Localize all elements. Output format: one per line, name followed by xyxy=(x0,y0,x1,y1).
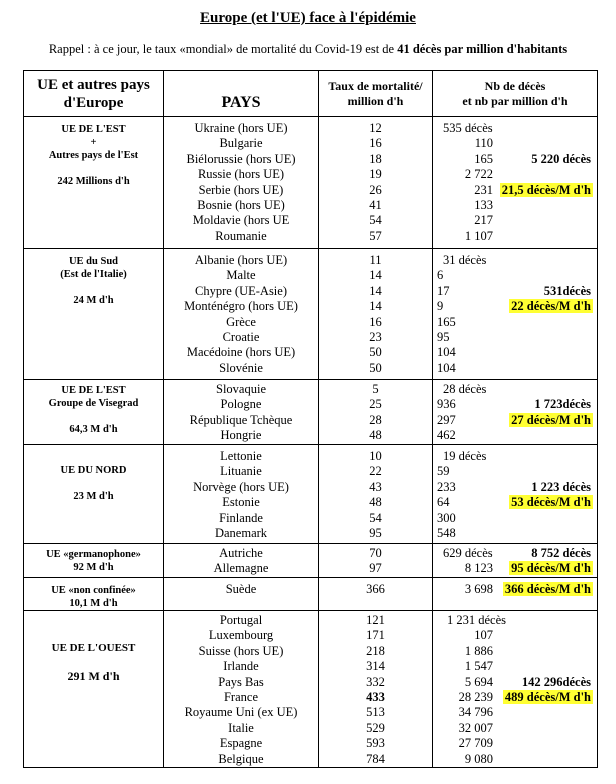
mortality-rate: 10 xyxy=(369,449,382,463)
country-name: Albanie (hors UE) xyxy=(194,253,288,267)
death-count: 217 xyxy=(474,213,493,228)
rate-list xyxy=(319,544,433,578)
deaths-line xyxy=(433,345,597,360)
death-count: 1 547 xyxy=(464,659,493,674)
group-deaths-per-million xyxy=(493,495,597,510)
country-name: Italie xyxy=(228,720,254,735)
death-count: 1 231 décès xyxy=(447,613,507,627)
deaths-line xyxy=(433,495,597,510)
deaths-line xyxy=(433,121,597,136)
group-row xyxy=(24,249,598,380)
summary xyxy=(493,315,597,330)
mortality-rate: 54 xyxy=(369,510,382,525)
summary xyxy=(493,268,597,283)
summary xyxy=(493,136,597,151)
death-count: 9 080 xyxy=(464,751,493,766)
deaths-line xyxy=(433,315,597,330)
deaths-line xyxy=(433,413,597,428)
death-count: 19 décès xyxy=(443,449,487,463)
mortality-rate: 5 xyxy=(372,382,379,396)
group-label-line xyxy=(24,615,163,628)
group-total-deaths: 8 752 décès xyxy=(531,546,591,560)
summary xyxy=(523,253,597,268)
rate-list xyxy=(319,445,433,544)
deaths-line xyxy=(433,690,597,705)
death-count: 31 décès xyxy=(443,253,487,267)
mortality-rate: 22 xyxy=(369,464,382,479)
country-name: Danemark xyxy=(214,525,268,540)
mortality-table xyxy=(23,70,598,768)
country-name: Espagne xyxy=(219,736,263,751)
deaths-line xyxy=(433,449,597,464)
death-count: 936 xyxy=(437,397,456,412)
summary xyxy=(493,659,597,674)
group-row xyxy=(24,445,598,544)
group-label-line xyxy=(24,628,163,641)
mortality-rate: 12 xyxy=(369,121,382,135)
group-label xyxy=(24,611,164,768)
group-label-line: 92 M d'h xyxy=(73,562,114,573)
header-taux: Taux de mortalité/ million d'h xyxy=(319,71,433,117)
summary xyxy=(493,511,597,526)
group-label-line: UE «germanophone» xyxy=(46,549,141,560)
mortality-rate: 18 xyxy=(369,151,382,166)
country-name: Serbie (hors UE) xyxy=(198,182,284,197)
table-body xyxy=(24,117,598,768)
summary xyxy=(493,736,597,751)
deaths-line xyxy=(433,644,597,659)
deaths-line xyxy=(433,721,597,736)
intro-text xyxy=(0,42,616,57)
country-name: Chypre (UE-Asie) xyxy=(195,283,287,298)
death-count: 107 xyxy=(474,628,493,643)
deaths-line xyxy=(433,752,597,767)
country-name: Bosnie (hors UE) xyxy=(197,197,285,212)
group-label xyxy=(24,578,164,611)
death-count: 300 xyxy=(437,510,456,525)
mortality-rate: 23 xyxy=(369,329,382,344)
header-pays: PAYS xyxy=(164,71,319,117)
mortality-rate: 70 xyxy=(369,546,382,560)
mortality-rate: 171 xyxy=(366,628,385,643)
deaths-line xyxy=(433,136,597,151)
death-count: 462 xyxy=(437,428,456,443)
intro-prefix: Rappel : à ce jour, le taux «mondial» de mortalité du Covid-19 est de xyxy=(48,42,395,56)
country-name: Monténégro (hors UE) xyxy=(184,299,298,314)
rate-list xyxy=(319,249,433,380)
mortality-rate: 57 xyxy=(369,228,382,243)
country-name: Pologne xyxy=(220,397,262,412)
death-count: 629 décès xyxy=(443,546,493,560)
group-row xyxy=(24,578,598,611)
country-name: Suisse (hors UE) xyxy=(198,643,284,658)
death-count: 535 décès xyxy=(443,121,493,135)
deaths-line xyxy=(433,167,597,182)
rate-list xyxy=(319,117,433,249)
group-label-line xyxy=(24,477,163,490)
country-list xyxy=(164,544,319,578)
group-total-deaths: 5 220 décès xyxy=(531,151,591,166)
death-count: 32 007 xyxy=(458,720,493,735)
country-name: Lituanie xyxy=(220,464,262,479)
deaths-line xyxy=(433,268,597,283)
summary xyxy=(493,752,597,767)
country-list xyxy=(164,611,319,768)
deaths-line xyxy=(433,546,597,561)
death-count: 3 698 xyxy=(464,582,493,596)
group-row xyxy=(24,611,598,768)
group-label xyxy=(24,445,164,544)
country-name: Macédoine (hors UE) xyxy=(186,345,296,360)
summary xyxy=(493,705,597,720)
country-name: Royaume Uni (ex UE) xyxy=(184,705,298,720)
mortality-rate: 14 xyxy=(369,268,382,283)
mortality-rate: 26 xyxy=(369,182,382,197)
country-name: Lettonie xyxy=(220,449,262,463)
mortality-rate: 218 xyxy=(366,643,385,658)
deaths-line xyxy=(433,675,597,690)
mortality-rate: 41 xyxy=(369,197,382,212)
group-label-line: 64,3 M d'h xyxy=(69,424,118,435)
group-label-line: + xyxy=(90,137,97,148)
group-label-line: UE DE L'EST xyxy=(61,385,126,396)
mortality-rate: 28 xyxy=(369,412,382,427)
country-name: Finlande xyxy=(219,510,263,525)
deaths-cell xyxy=(433,611,598,768)
header-group: UE et autres pays d'Europe xyxy=(24,71,164,117)
summary xyxy=(493,428,597,443)
deaths-line xyxy=(433,198,597,213)
deaths-line xyxy=(433,284,597,299)
per-million-badge: 95 décès/M d'h xyxy=(511,561,591,576)
country-list xyxy=(164,117,319,249)
mortality-rate: 593 xyxy=(366,736,385,751)
deaths-line xyxy=(433,299,597,314)
mortality-rate: 50 xyxy=(369,360,382,375)
death-count: 104 xyxy=(437,360,456,375)
group-deaths-per-million xyxy=(493,183,597,198)
page-title: Europe (et l'UE) face à l'épidémie xyxy=(200,10,416,26)
country-name: Croatie xyxy=(222,329,260,344)
country-name: Bulgarie xyxy=(219,136,263,151)
country-name: République Tchèque xyxy=(189,412,293,427)
country-name: Portugal xyxy=(219,613,263,627)
group-label-line xyxy=(24,410,163,423)
country-name: Estonie xyxy=(222,495,260,510)
deaths-line xyxy=(433,582,597,597)
summary xyxy=(493,167,597,182)
mortality-rate: 19 xyxy=(369,167,382,182)
mortality-rate: 97 xyxy=(369,561,382,576)
group-label xyxy=(24,117,164,249)
summary xyxy=(523,382,597,397)
death-count: 28 décès xyxy=(443,382,487,396)
death-count: 59 xyxy=(437,464,450,479)
deaths-line xyxy=(433,382,597,397)
header-nb: Nb de décès et nb par million d'h xyxy=(433,71,598,117)
deaths-line xyxy=(433,736,597,751)
mortality-rate: 529 xyxy=(366,720,385,735)
country-name: Belgique xyxy=(218,751,264,766)
group-label-line: UE DU NORD xyxy=(60,465,127,476)
death-count: 104 xyxy=(437,345,456,360)
death-count: 6 xyxy=(437,268,444,283)
per-million-badge: 53 décès/M d'h xyxy=(511,495,591,510)
per-million-badge: 21,5 décès/M d'h xyxy=(501,182,591,197)
group-label-line: 23 M d'h xyxy=(73,491,114,502)
death-count: 27 709 xyxy=(458,736,493,751)
intro-highlight: 41 décès par million d'habitants xyxy=(397,42,568,56)
country-name: Irlande xyxy=(223,659,259,674)
summary xyxy=(527,613,597,628)
death-count: 2 722 xyxy=(464,167,493,182)
death-count: 297 xyxy=(437,412,456,427)
death-count: 231 xyxy=(474,182,493,197)
country-list xyxy=(164,578,319,611)
country-list xyxy=(164,380,319,445)
deaths-line xyxy=(433,526,597,541)
deaths-line xyxy=(433,213,597,228)
group-total-deaths: 1 223 décès xyxy=(531,479,591,494)
deaths-line xyxy=(433,428,597,443)
group-label-line: UE «non confinée» xyxy=(51,585,136,596)
group-label-line xyxy=(24,656,163,669)
mortality-rate: 54 xyxy=(369,213,382,228)
group-label-line xyxy=(24,162,163,175)
group-label xyxy=(24,380,164,445)
summary xyxy=(523,449,597,464)
group-label-line: 24 M d'h xyxy=(73,295,114,306)
mortality-rate: 48 xyxy=(369,495,382,510)
death-count: 1 107 xyxy=(464,228,493,243)
summary xyxy=(493,644,597,659)
country-name: Roumanie xyxy=(215,228,267,243)
per-million-badge: 22 décès/M d'h xyxy=(511,299,591,314)
group-row xyxy=(24,117,598,249)
deaths-line xyxy=(433,397,597,412)
mortality-rate: 14 xyxy=(369,283,382,298)
death-count: 110 xyxy=(474,136,493,151)
mortality-rate: 366 xyxy=(366,582,385,596)
country-name: Luxembourg xyxy=(208,628,274,643)
deaths-cell xyxy=(433,578,598,611)
deaths-cell xyxy=(433,544,598,578)
death-count: 28 239 xyxy=(458,689,493,704)
deaths-line xyxy=(433,183,597,198)
group-total-deaths: 531décès xyxy=(543,283,591,298)
group-deaths-per-million xyxy=(493,561,597,576)
deaths-line xyxy=(433,361,597,376)
country-name: Norvège (hors UE) xyxy=(193,479,289,494)
rate-list xyxy=(319,578,433,611)
death-count: 95 xyxy=(437,329,450,344)
group-total-deaths: 142 296décès xyxy=(521,674,591,689)
per-million-badge: 27 décès/M d'h xyxy=(511,412,591,427)
deaths-line xyxy=(433,659,597,674)
death-count: 1 886 xyxy=(464,643,493,658)
summary xyxy=(523,121,597,136)
deaths-line xyxy=(433,152,597,167)
deaths-line xyxy=(433,253,597,268)
country-name: Autriche xyxy=(219,546,263,560)
mortality-rate: 433 xyxy=(366,689,385,704)
summary xyxy=(493,345,597,360)
group-label-line: UE DE L'EST xyxy=(61,124,126,135)
group-label-line: 10,1 M d'h xyxy=(69,598,118,609)
death-count: 8 123 xyxy=(464,561,493,576)
mortality-rate: 11 xyxy=(369,253,382,267)
mortality-rate: 513 xyxy=(366,705,385,720)
death-count: 64 xyxy=(437,495,450,510)
group-row xyxy=(24,544,598,578)
country-name: Biélorussie (hors UE) xyxy=(186,151,296,166)
deaths-line xyxy=(433,705,597,720)
per-million-badge: 366 décès/M d'h xyxy=(504,582,591,596)
deaths-line xyxy=(433,628,597,643)
country-name: Grèce xyxy=(226,314,256,329)
mortality-rate: 16 xyxy=(369,136,382,151)
death-count: 233 xyxy=(437,479,456,494)
country-name: Ukraine (hors UE) xyxy=(194,121,288,135)
summary xyxy=(493,198,597,213)
country-name: Hongrie xyxy=(220,428,262,443)
deaths-line xyxy=(433,613,597,628)
mortality-rate: 16 xyxy=(369,314,382,329)
group-label-line: 291 M d'h xyxy=(67,669,120,683)
country-name: Malte xyxy=(226,268,256,283)
country-name: Russie (hors UE) xyxy=(197,167,285,182)
country-name: Slovaquie xyxy=(216,382,266,396)
group-label-line: (Est de l'Italie) xyxy=(60,269,127,280)
summary xyxy=(493,628,597,643)
country-name: France xyxy=(223,689,258,704)
summary xyxy=(493,330,597,345)
mortality-rate: 95 xyxy=(369,525,382,540)
group-label-line xyxy=(24,451,163,464)
deaths-line xyxy=(433,330,597,345)
country-name: Slovénie xyxy=(219,360,263,375)
group-label-line: UE du Sud xyxy=(68,256,119,267)
group-deaths-per-million xyxy=(493,690,597,705)
death-count: 5 694 xyxy=(464,674,493,689)
summary xyxy=(493,464,597,479)
rate-list xyxy=(319,611,433,768)
rate-list xyxy=(319,380,433,445)
group-total-deaths: 1 723décès xyxy=(534,397,591,412)
mortality-rate: 50 xyxy=(369,345,382,360)
group-label xyxy=(24,249,164,380)
mortality-rate: 784 xyxy=(366,751,385,766)
group-deaths-per-million xyxy=(493,582,597,597)
deaths-cell xyxy=(433,445,598,544)
group-label xyxy=(24,544,164,578)
mortality-rate: 25 xyxy=(369,397,382,412)
death-count: 9 xyxy=(437,299,444,314)
group-label-line: Autres pays de l'Est xyxy=(48,150,139,161)
deaths-line xyxy=(433,229,597,244)
death-count: 17 xyxy=(437,283,450,298)
mortality-rate: 332 xyxy=(366,674,385,689)
death-count: 165 xyxy=(437,314,456,329)
deaths-cell xyxy=(433,249,598,380)
group-label-line: Groupe de Visegrad xyxy=(48,398,139,409)
summary xyxy=(493,213,597,228)
mortality-rate: 121 xyxy=(366,613,385,627)
country-name: Suède xyxy=(225,582,257,596)
group-row xyxy=(24,380,598,445)
group-label-line: UE DE L'OUEST xyxy=(51,642,136,654)
per-million-badge: 489 décès/M d'h xyxy=(504,689,591,704)
country-list xyxy=(164,445,319,544)
death-count: 165 xyxy=(474,151,493,166)
summary xyxy=(493,721,597,736)
mortality-rate: 48 xyxy=(369,428,382,443)
group-label-line xyxy=(24,281,163,294)
deaths-cell xyxy=(433,117,598,249)
deaths-line xyxy=(433,561,597,576)
group-deaths-per-million xyxy=(493,299,597,314)
mortality-rate: 14 xyxy=(369,299,382,314)
country-list xyxy=(164,249,319,380)
country-name: Moldavie (hors UE xyxy=(192,213,290,228)
death-count: 548 xyxy=(437,525,456,540)
summary xyxy=(493,229,597,244)
mortality-rate: 43 xyxy=(369,479,382,494)
mortality-rate: 314 xyxy=(366,659,385,674)
deaths-line xyxy=(433,464,597,479)
country-name: Pays Bas xyxy=(218,674,264,689)
summary xyxy=(493,361,597,376)
group-deaths-per-million xyxy=(493,413,597,428)
summary xyxy=(493,526,597,541)
deaths-cell xyxy=(433,380,598,445)
death-count: 133 xyxy=(474,197,493,212)
country-name: Allemagne xyxy=(213,561,269,576)
deaths-line xyxy=(433,511,597,526)
group-label-line: 242 Millions d'h xyxy=(57,176,130,187)
death-count: 34 796 xyxy=(458,705,493,720)
deaths-line xyxy=(433,480,597,495)
